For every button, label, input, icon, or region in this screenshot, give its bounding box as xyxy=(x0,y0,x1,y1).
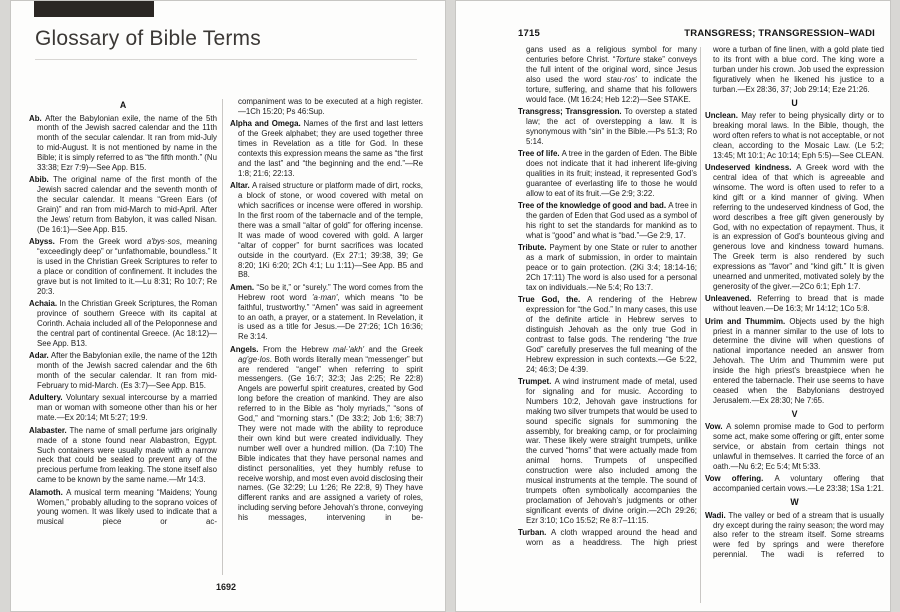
glossary-term: Amen. xyxy=(230,282,257,292)
glossary-term: Abyss. xyxy=(29,237,60,247)
running-head xyxy=(518,28,875,39)
glossary-entry: Turban. A cloth wrapped around the head and worn as a headdress. The high priest xyxy=(518,528,697,547)
glossary-entry: Transgress; Transgression. To overstep a stated law; the act of overstepping a law. It is synonymous with “sin” in the Bible.—Ps 51:3; Ro 5:14. xyxy=(518,106,697,146)
entry-continuation: gans used as a religious symbol for many centuries before Christ. “Torture stake” conveys the full intent of the original word, since Jesus also used the word stau·ros' to indicate the torture, suffering, and shame that his followers would face. (Mt 16:24; Heb 12:2)—See STAKE. xyxy=(526,45,697,104)
glossary-term: Transgress; Transgression. xyxy=(518,106,625,116)
left-page-column-1 xyxy=(29,97,217,579)
glossary-entry: Abib. The original name of the first month of the Jewish sacred calendar and the seventh month of the secular calendar. It means “Green Ears (of Grain)” and ran from mid-March to mid-April. After the Jews’ return from Babylon, it was called Nisan. (De 16:1)—See App. B15. xyxy=(29,175,217,234)
glossary-entry: Ab. After the Babylonian exile, the name of the 5th month of the Jewish sacred calendar and the 11th month of the secular calendar. It ran from mid-July to mid-August. It is not mentioned by name in the Bible; it is simply referred to as “the fifth month.” (Nu 33:38; Ezr 7:9)—See App. B15. xyxy=(29,113,217,173)
section-letter-heading: V xyxy=(791,408,798,419)
glossary-term: Adultery. xyxy=(29,393,66,403)
right-page-text-area xyxy=(518,45,884,607)
glossary-entry: Abyss. From the Greek word a'bys·sos, meaning “exceedingly deep” or “unfathomable, boundless.” It is used in the Christian Greek Scriptures to refer to a place or condition of confinement. It includes the grave but is not limited to it.—Lu 8:31; Ro 10:7; Re 20:3. xyxy=(29,237,217,296)
glossary-entry: Wadi. The valley or bed of a stream that is usually dry except during the rainy season; the word may also refer to the stream itself. Some streams were fed by springs and were therefore perennial. The wadi is referred to xyxy=(705,510,884,560)
glossary-term: Unleavened. xyxy=(705,294,758,304)
page-number: 1692 xyxy=(215,582,237,592)
glossary-term: Angels. xyxy=(230,344,263,354)
column-rule xyxy=(222,99,223,575)
left-page-text-area xyxy=(29,97,423,579)
glossary-term: Tree of the knowledge of good and bad. xyxy=(518,201,669,211)
glossary-entry: Altar. A raised structure or platform made of dirt, rocks, a block of stone, or wood covered with metal on which sacrifices or incense were offered in worship. In the first room of the tabernacle and of the temple, there was a small “altar of gold” for offering incense. It was made of wood covered with gold. A larger “altar of copper” for burnt sacrifices was located outside in the courtyard. (Ex 27:1; 39:38, 39; Ge 8:20; 1Ki 6:20; 2Ch 4:1; Lu 1:11)—See App. B5 and B8. xyxy=(230,181,423,280)
glossary-entry: Alabaster. The name of small perfume jars originally made of a stone found near Alabastron, Egypt. Such containers were usually made with a narrow neck that could be sealed to prevent any of the precious perfume from leaking. The stone itself also came to be known by the same name.—Mr 14:3. xyxy=(29,425,217,485)
glossary-term: Abib. xyxy=(29,175,54,185)
glossary-term: Adar. xyxy=(29,351,51,361)
glossary-entry: Undeserved kindness. A Greek word with the central idea of that which is agreeable and winsome. The word is often used to refer to a kind gift or a kind manner of giving. When referring to the undeserved kindness of God, the word describes a free gift given generously by God, with no expectation of repayment. Thus, it is an expression of God’s bounteous giving and generous love and kindness toward humans. The Greek term is also rendered by such expressions as “favor” and “kind gift.” It is given unearned and unmerited, motivated solely by the generosity of the giver.—2Co 6:1; Eph 1:7. xyxy=(705,163,884,291)
glossary-term: Vow offering. xyxy=(705,474,775,484)
glossary-term: Vow. xyxy=(705,422,727,432)
glossary-term: Alpha and Omega. xyxy=(230,119,304,129)
glossary-term: Altar. xyxy=(230,181,252,191)
glossary-entry: Tree of life. A tree in the garden of Eden. The Bible does not indicate that it had inherent life-giving qualities in its fruit; instead, it represented God’s guarantee of everlasting life to those he would allow to eat of its fruit.—Ge 2:9; 3:22. xyxy=(518,149,697,198)
glossary-term: Turban. xyxy=(518,528,552,538)
glossary-entry: Adultery. Voluntary sexual intercourse by a married man or woman with someone other than his or her mate.—Ex 20:14; Mt 5:27; 19:9. xyxy=(29,393,217,423)
right-page xyxy=(455,0,891,612)
glossary-term: Urim and Thummim. xyxy=(705,316,790,326)
glossary-entry: Alamoth. A musical term meaning “Maidens; Young Women,” probably alluding to the soprano voices of young women. It was likely used to indicate that a musical piece or ac- xyxy=(29,487,217,527)
glossary-entry: Tribute. Payment by one State or ruler to another as a mark of submission, in order to maintain peace or to gain protection. (2Ki 3:4; 18:14-16; 2Ch 17:11) The word is also used for a personal tax on individuals.—Ne 5:4; Ro 13:7. xyxy=(518,243,697,292)
right-page-column-2 xyxy=(705,45,884,607)
glossary-term: True God, the. xyxy=(518,295,587,305)
glossary-term: Unclean. xyxy=(705,111,742,121)
glossary-entry: Tree of the knowledge of good and bad. A tree in the garden of Eden that God used as a symbol of his right to set the standards for mankind as to what is “good” and what is “bad.”—Ge 2:9, 17. xyxy=(518,201,697,240)
glossary-term: Alabaster. xyxy=(29,425,70,435)
section-letter-heading: A xyxy=(119,100,127,110)
left-page-column-2 xyxy=(230,97,423,579)
glossary-term: Tree of life. xyxy=(518,149,562,159)
title-divider xyxy=(35,59,417,60)
glossary-entry: Angels. From the Hebrew mal·'akh' and the Greek ag'ge·los. Both words literally mean “messenger” but are rendered “angel” when referring to spirit messengers. (Ge 16:7; 32:3; Jas 2:25; Re 22:8) Angels are powerful spirit creatures, created by God long before the creation of mankind. They are also referred to in the Bible as “holy myriads,” “sons of God,” and “morning stars.” (De 33:2; Job 1:6; 38:7) They were not made with the ability to reproduce their own kind but were created individually. They number well over a hundred million. (Da 7:10) The Bible indicates that they have personal names and distinct personalities, yet they humbly refuse to receive worship, and most even avoid disclosing their names. (Ge 32:29; Lu 1:26; Re 22:8, 9) They have different ranks and are assigned a variety of roles, including serving before Jehovah’s throne, conveying his messages, intervening in be- xyxy=(230,344,423,523)
glossary-entry: Alpha and Omega. Names of the first and last letters of the Greek alphabet; they are used together three times in Revelation as a title for God. In these contexts this expression means the same as “the first and the last” and “the beginning and the end.”—Re 1:8; 21:6; 22:13. xyxy=(230,119,423,178)
page-title: Glossary of Bible Terms xyxy=(35,27,261,50)
running-head-title: TRANSGRESS; TRANSGRESSION–WADI xyxy=(684,28,875,39)
glossary-entry: Amen. “So be it,” or “surely.” The word comes from the Hebrew root word 'a·man', which means “to be faithful, trustworthy.” “Amen” was said in agreement to an oath, a prayer, or a statement. In Revelation, it is used as a title for Jesus.—De 27:26; 1Ch 16:36; Re 3:14. xyxy=(230,282,423,342)
glossary-entry: Vow offering. A voluntary offering that accompanied certain vows.—Le 23:38; 1Sa 1:21. xyxy=(705,474,884,494)
glossary-term: Trumpet. xyxy=(518,377,555,386)
section-letter-heading: U xyxy=(791,97,798,108)
glossary-entry: Achaia. In the Christian Greek Scriptures, the Roman province of southern Greece with its capital at Corinth. Achaia included all of the Peloponnese and the central part of continental Greece. (Ac 18:12)—See App. B13. xyxy=(29,299,217,348)
glossary-entry: Unclean. May refer to being physically dirty or to breaking moral laws. In the Bible, though, the word often refers to what is not acceptable, or not clean, according to the Mosaic Law. (Le 5:2; 13:45; Mt 10:1; Ac 10:14; Eph 5:5)—See CLEAN. xyxy=(705,111,884,160)
glossary-entry: True God, the. A rendering of the Hebrew expression for “the God.” In many cases, this use of the definite article in Hebrew serves to distinguish Jehovah as the only true God in contrast to false gods. The rendering “the true God” carefully preserves the full meaning of the Hebrew expression in such contexts.—Ge 5:22, 24; 46:3; De 4:39. xyxy=(518,295,697,374)
glossary-entry: Unleavened. Referring to bread that is made without leaven.—De 16:3; Mr 14:12; 1Co 5:8. xyxy=(705,294,884,314)
glossary-term: Undeserved kindness. xyxy=(705,163,797,173)
section-letter-heading: W xyxy=(790,497,799,508)
entry-continuation: companiment was to be executed at a high register.—1Ch 15:20; Ps 46:Sup. xyxy=(238,97,423,116)
bookmark-tab xyxy=(34,1,154,17)
entry-continuation: wore a turban of fine linen, with a gold plate tied to its front with a blue cord. The king wore a turban under his crown. Job used the expression figuratively when he likened his justice to a turban.—Ex 28:36, 37; Job 29:14; Eze 21:26. xyxy=(713,45,884,94)
glossary-entry: Trumpet. A wind instrument made of metal, used for signaling and for music. According to Numbers 10:2, Jehovah gave instructions for making two silver trumpets that would be used to sound specific signals for summoning the assembly, for breaking camp, or for proclaiming war. These likely were straight trumpets, unlike the curved “horns” that were actually made from animal horns. Trumpets of unspecified construction were also included among the musical instruments at the temple. The sound of trumpets often symbolically accompanies the proclamation of Jehovah’s judgments or other significant events of divine origin.—2Ch 29:26; Ezr 3:10; 1Co 15:52; Re 8:7–11:15. xyxy=(518,377,697,525)
page-number: 1715 xyxy=(518,28,540,39)
glossary-entry: Urim and Thummim. Objects used by the high priest in a manner similar to the use of lots to determine the divine will when questions of national importance needed an answer from Jehovah. The Urim and Thummim were put inside the high priest’s breastpiece when he entered the tabernacle. Their use seems to have ceased when the Babylonians destroyed Jerusalem.—Ex 28:30; Ne 7:65. xyxy=(705,316,884,405)
glossary-term: Alamoth. xyxy=(29,487,67,497)
glossary-entry: Vow. A solemn promise made to God to perform some act, make some offering or gift, enter some service, or abstain from certain things not unlawful in themselves. It carried the force of an oath.—Nu 6:2; Ec 5:4; Mt 5:33. xyxy=(705,422,884,471)
glossary-term: Tribute. xyxy=(518,243,550,253)
glossary-term: Achaia. xyxy=(29,299,60,309)
column-rule xyxy=(700,47,701,603)
left-page xyxy=(10,0,446,612)
glossary-term: Ab. xyxy=(29,113,46,123)
right-page-column-1 xyxy=(518,45,697,607)
glossary-term: Wadi. xyxy=(705,510,729,520)
glossary-entry: Adar. After the Babylonian exile, the name of the 12th month of the Jewish sacred calendar and the 6th month of the secular calendar. It ran from mid-February to mid-March. (Es 3:7)—See App. B15. xyxy=(29,351,217,391)
